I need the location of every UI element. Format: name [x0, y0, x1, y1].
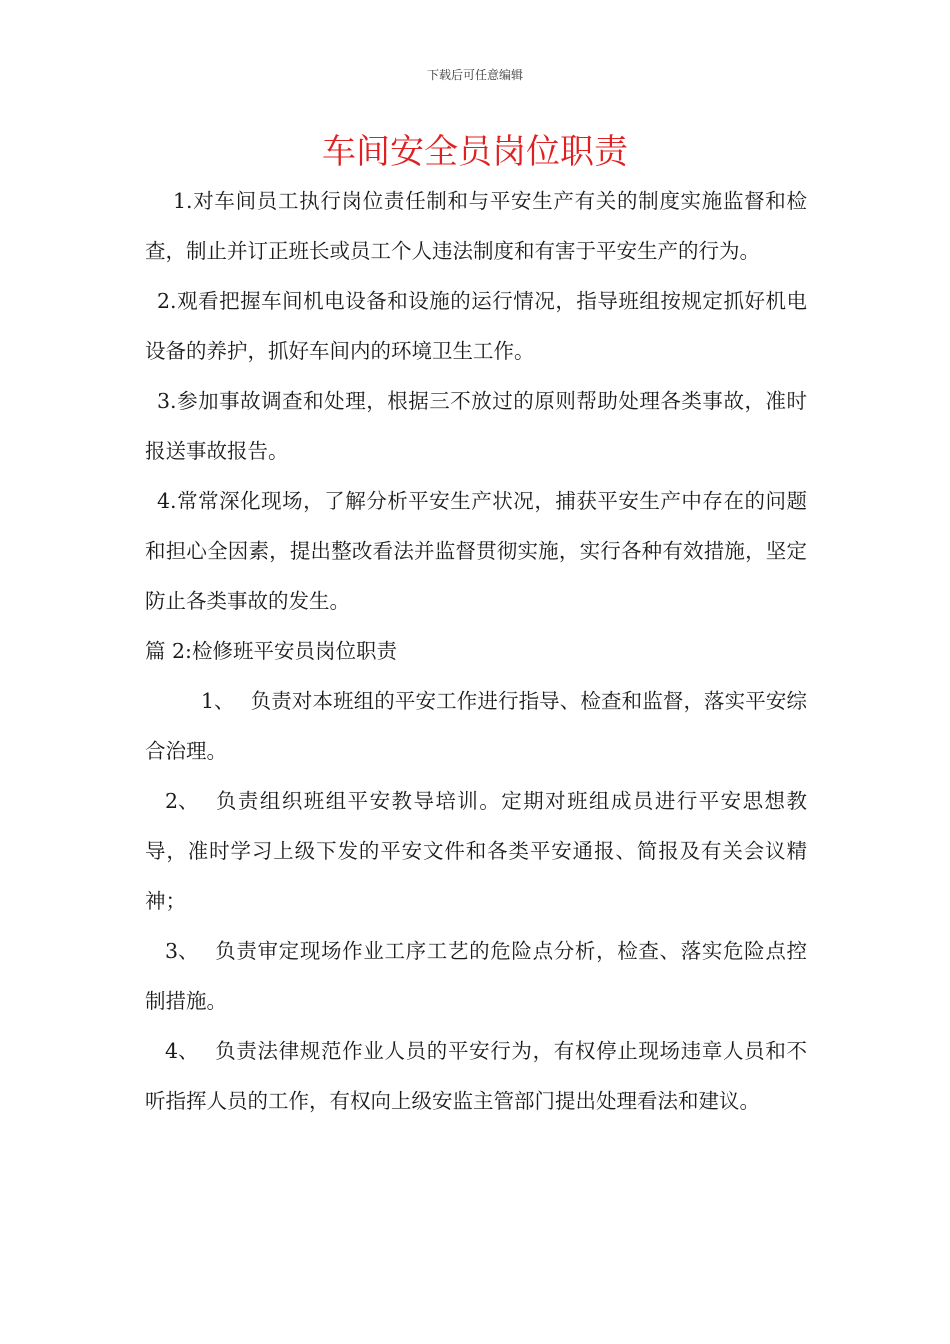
duty-item-4: 4.常常深化现场，了解分析平安生产状况，捕获平安生产中存在的问题和担心全因素，提出整改看法并监督贯彻实施，实行各种有效措施，坚定防止各类事故的发生。	[145, 489, 807, 613]
item-number: 4、	[165, 1039, 199, 1063]
item-number: 2、	[165, 789, 199, 813]
item-text: 负责对本班组的平安工作进行指导、检查和监督，落实平安综合治理。	[145, 689, 807, 763]
item-text: 负责审定现场作业工序工艺的危险点分析，检查、落实危险点控制措施。	[145, 939, 807, 1013]
page-header-note: 下载后可任意编辑	[426, 68, 523, 82]
duty-item-3: 3.参加事故调查和处理，根据三不放过的原则帮助处理各类事故，准时报送事故报告。	[145, 389, 807, 463]
repair-duty-item-4	[145, 1026, 807, 1126]
repair-duty-item-1	[145, 676, 807, 776]
repair-duty-item-2	[145, 776, 807, 926]
section-heading: 篇 2:检修班平安员岗位职责	[145, 639, 397, 663]
duty-item-2: 2.观看把握车间机电设备和设施的运行情况，指导班组按规定抓好机电设备的养护，抓好车间内的环境卫生工作。	[145, 289, 807, 363]
item-text: 负责组织班组平安教导培训。定期对班组成员进行平安思想教导，准时学习上级下发的平安文件和各类平安通报、简报及有关会议精神；	[145, 789, 807, 913]
duty-item-1: 1.对车间员工执行岗位责任制和与平安生产有关的制度实施监督和检查，制止并订正班长或员工个人违法制度和有害于平安生产的行为。	[145, 189, 807, 263]
repair-duty-item-3	[145, 926, 807, 1026]
item-text: 负责法律规范作业人员的平安行为，有权停止现场违章人员和不听指挥人员的工作，有权向上级安监主管部门提出处理看法和建议。	[145, 1039, 807, 1113]
item-number: 3、	[165, 939, 199, 963]
document-title: 车间安全员岗位职责	[322, 132, 628, 172]
item-number: 1、	[201, 689, 235, 713]
document-body	[145, 176, 807, 1126]
